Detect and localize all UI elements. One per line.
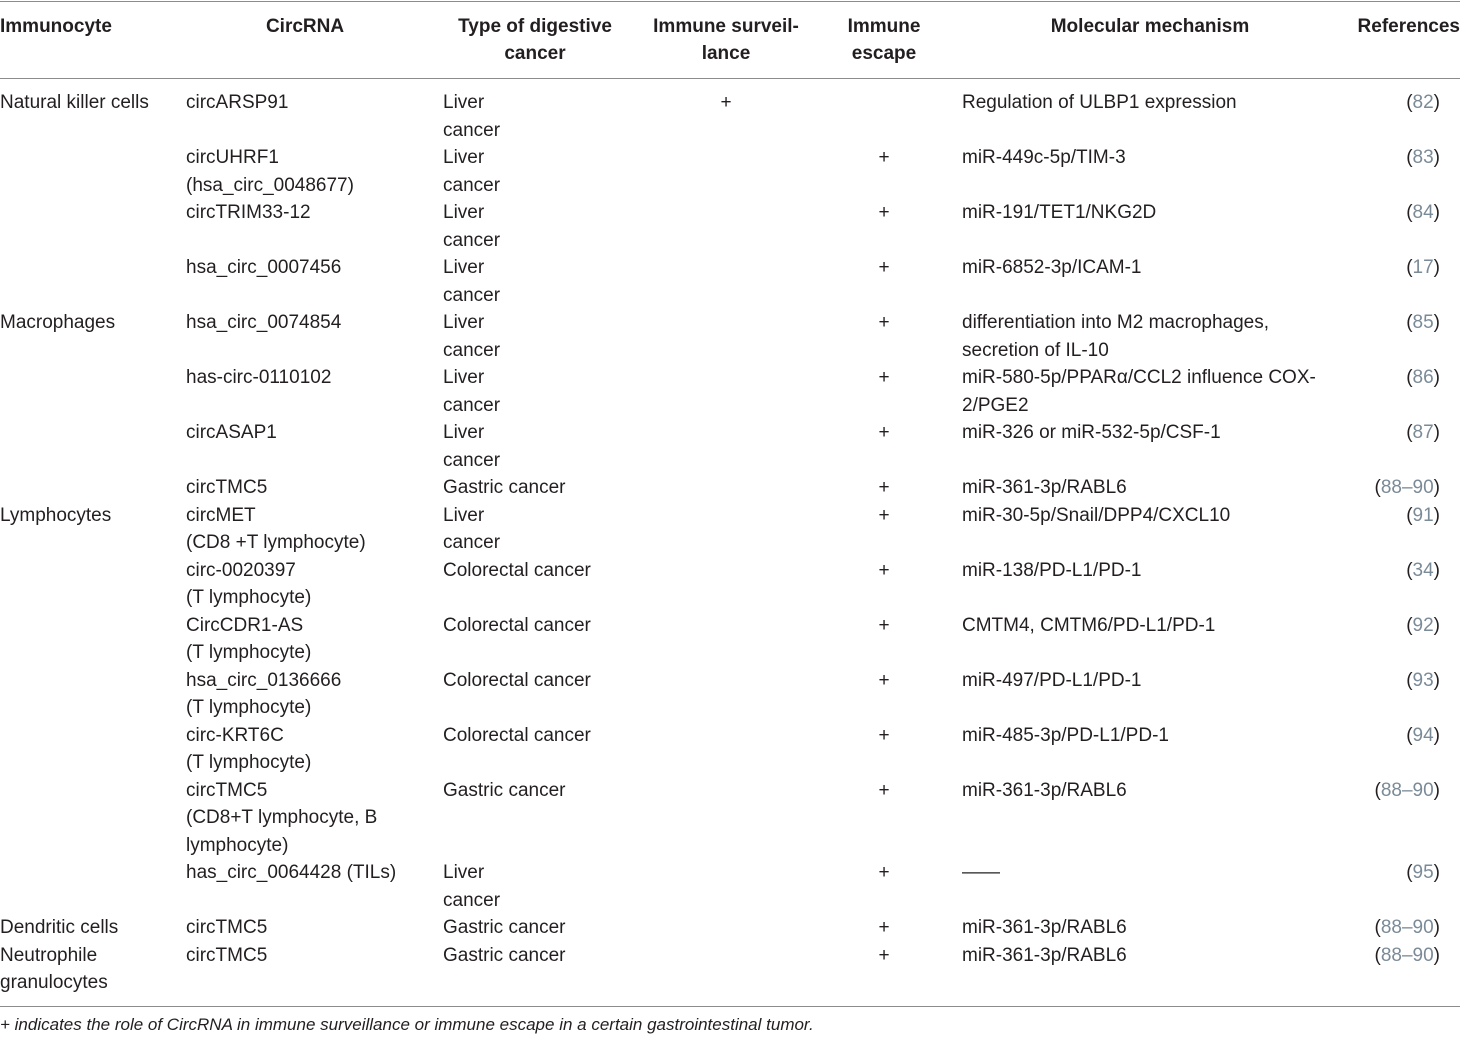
reference-paren: )	[1433, 312, 1440, 333]
reference-link[interactable]: 34	[1412, 559, 1434, 581]
cell-circrna	[186, 942, 267, 970]
cell-circrna-line: (hsa_circ_0048677)	[186, 174, 354, 196]
header-type-line2: cancer	[504, 43, 566, 64]
cell-mechanism	[962, 859, 1000, 887]
reference-paren: )	[1433, 504, 1440, 526]
cell-mechanism	[962, 914, 1127, 942]
cell-mechanism-line: miR-30-5p/Snail/DPP4/CXCL10	[962, 504, 1231, 526]
reference-paren: )	[1433, 477, 1440, 498]
cell-mechanism	[962, 942, 1127, 970]
cell-cancer-type	[443, 612, 591, 640]
cell-mechanism-line: miR-191/TET1/NKG2D	[962, 202, 1157, 223]
cell-mechanism-line: miR-361-3p/RABL6	[962, 944, 1127, 966]
cell-references	[1320, 474, 1440, 502]
cell-circrna-line: hsa_circ_0074854	[186, 312, 342, 333]
cell-mechanism-line: miR-485-3p/PD-L1/PD-1	[962, 724, 1169, 746]
reference-link[interactable]: 17	[1412, 257, 1434, 278]
cell-mechanism-line: miR-361-3p/RABL6	[962, 477, 1127, 498]
header-escape	[830, 13, 938, 67]
cell-circrna	[186, 777, 377, 860]
cell-circrna-line: circTRIM33-12	[186, 202, 311, 223]
cell-circrna	[186, 309, 341, 337]
cell-cancer-type-line: cancer	[443, 394, 501, 416]
reference-paren: )	[1433, 92, 1440, 113]
cell-circrna	[186, 254, 341, 282]
cell-mechanism-line: miR-361-3p/RABL6	[962, 917, 1127, 938]
cell-cancer-type	[443, 942, 565, 970]
cell-escape-mark: +	[878, 257, 890, 278]
reference-paren: (	[1406, 614, 1413, 636]
cell-mechanism	[962, 612, 1215, 640]
cell-escape-mark: +	[878, 944, 890, 966]
cell-mechanism	[962, 364, 1316, 419]
cell-immunocyte-line: Natural killer cells	[0, 92, 149, 113]
reference-paren: )	[1433, 614, 1440, 636]
cell-mechanism	[962, 557, 1142, 585]
cell-circrna-line: circARSP91	[186, 92, 289, 113]
reference-link[interactable]: 88–90	[1380, 944, 1434, 966]
reference-link[interactable]: 91	[1412, 504, 1434, 526]
reference-link[interactable]: 82	[1412, 92, 1434, 113]
reference-link[interactable]: 95	[1412, 862, 1434, 883]
reference-link[interactable]: 88–90	[1380, 477, 1434, 498]
cell-cancer-type-line: Liver	[443, 202, 485, 223]
cell-escape-mark: +	[878, 917, 890, 938]
reference-paren: (	[1406, 147, 1413, 168]
cell-cancer-type	[443, 199, 500, 254]
cell-cancer-type-line: Gastric cancer	[443, 477, 566, 498]
header-mechanism: Molecular mechanism	[1050, 16, 1250, 37]
reference-link[interactable]: 88–90	[1380, 779, 1434, 801]
reference-paren: )	[1433, 669, 1440, 691]
reference-link[interactable]: 84	[1412, 202, 1434, 223]
cell-references	[1320, 364, 1440, 392]
cell-escape-mark: +	[878, 477, 890, 498]
header-escape-line2: escape	[851, 43, 917, 64]
reference-paren: (	[1374, 917, 1381, 938]
cell-references	[1320, 309, 1440, 337]
reference-link[interactable]: 92	[1412, 614, 1434, 636]
cell-cancer-type	[443, 557, 591, 585]
reference-paren: )	[1433, 724, 1440, 746]
cell-cancer-type-line: cancer	[443, 532, 501, 553]
cell-cancer-type-line: cancer	[443, 119, 501, 141]
reference-paren: )	[1433, 862, 1440, 883]
header-circrna: CircRNA	[265, 16, 345, 37]
cell-mechanism-line: miR-138/PD-L1/PD-1	[962, 559, 1142, 581]
cell-cancer-type	[443, 254, 500, 309]
cell-cancer-type	[443, 419, 500, 474]
header-type	[435, 13, 635, 67]
cell-escape-mark: +	[878, 147, 890, 168]
cell-cancer-type-line: Colorectal cancer	[443, 724, 591, 746]
cell-immunocyte-line: Macrophages	[0, 312, 116, 333]
cell-mechanism-line: miR-361-3p/RABL6	[962, 779, 1127, 801]
cell-circrna	[186, 144, 354, 199]
top-rule	[0, 1, 1460, 2]
cell-circrna	[186, 89, 288, 117]
cell-cancer-type-line: cancer	[443, 284, 501, 306]
header-escape-line1: Immune	[847, 16, 921, 37]
cell-circrna-line: has-circ-0110102	[186, 367, 332, 388]
cell-circrna-line: circTMC5	[186, 917, 268, 938]
reference-paren: )	[1433, 779, 1440, 801]
cell-mechanism	[962, 474, 1127, 502]
header-immunocyte: Immunocyte	[0, 16, 112, 37]
cell-escape-mark: +	[878, 669, 890, 691]
reference-paren: )	[1433, 147, 1440, 168]
bottom-rule	[0, 1006, 1460, 1007]
header-surveillance-line2: lance	[701, 43, 751, 64]
header-type-line1: Type of digestive	[458, 16, 612, 37]
cell-cancer-type-line: Liver	[443, 147, 485, 168]
cell-mechanism-line: CMTM4, CMTM6/PD-L1/PD-1	[962, 614, 1216, 636]
cell-circrna-line: hsa_circ_0007456	[186, 257, 342, 278]
reference-paren: (	[1406, 202, 1413, 223]
cell-circrna-line: circASAP1	[186, 422, 277, 443]
reference-link[interactable]: 88–90	[1380, 917, 1434, 938]
cell-references	[1320, 914, 1440, 942]
cell-surveillance-mark: +	[720, 92, 732, 113]
reference-paren: (	[1406, 257, 1413, 278]
cell-mechanism-line: miR-326 or miR-532-5p/CSF-1	[962, 422, 1221, 443]
cell-cancer-type-line: cancer	[443, 229, 501, 251]
cell-cancer-type	[443, 502, 500, 557]
cell-cancer-type-line: Liver	[443, 367, 485, 388]
cell-circrna-line: circMET	[186, 504, 256, 526]
reference-link[interactable]: 93	[1412, 669, 1434, 691]
header-references: References	[1357, 16, 1460, 37]
cell-references	[1320, 144, 1440, 172]
reference-paren: (	[1406, 862, 1413, 883]
cell-immunocyte-line: Lymphocytes	[0, 504, 112, 526]
cell-circrna-line: circTMC5	[186, 944, 268, 966]
cell-circrna-line: circ-0020397	[186, 559, 296, 581]
cell-mechanism	[962, 309, 1269, 364]
reference-paren: (	[1374, 477, 1381, 498]
cell-circrna	[186, 667, 341, 722]
cell-cancer-type-line: cancer	[443, 339, 501, 361]
cell-references	[1320, 502, 1440, 530]
cell-cancer-type-line: Gastric cancer	[443, 917, 566, 938]
cell-references	[1320, 557, 1440, 585]
cell-cancer-type-line: Colorectal cancer	[443, 669, 591, 691]
cell-references	[1320, 777, 1440, 805]
cell-cancer-type-line: cancer	[443, 174, 501, 196]
cell-cancer-type	[443, 364, 500, 419]
cell-cancer-type-line: Liver	[443, 257, 485, 278]
reference-paren: )	[1433, 422, 1440, 443]
cell-cancer-type-line: Colorectal cancer	[443, 614, 591, 636]
cell-immunocyte	[0, 89, 149, 117]
cell-cancer-type	[443, 859, 500, 914]
reference-paren: (	[1406, 669, 1413, 691]
cell-references	[1320, 89, 1440, 117]
cell-immunocyte	[0, 914, 118, 942]
cell-cancer-type	[443, 474, 565, 502]
cell-circrna	[186, 502, 366, 557]
cell-escape-mark: +	[878, 367, 890, 388]
cell-circrna	[186, 419, 277, 447]
reference-paren: (	[1406, 559, 1413, 581]
cell-mechanism-line: miR-580-5p/PPARα/CCL2 influence COX-	[962, 367, 1316, 388]
cell-mechanism	[962, 777, 1127, 805]
reference-link[interactable]: 85	[1412, 312, 1434, 333]
cell-references	[1320, 667, 1440, 695]
cell-circrna-line: (T lymphocyte)	[186, 642, 312, 663]
cell-cancer-type-line: Liver	[443, 862, 485, 883]
table-footnote: + indicates the role of CircRNA in immune surveillance or immune escape in a certain gastrointestinal tumor.	[0, 1015, 814, 1034]
cell-cancer-type	[443, 309, 500, 364]
reference-link[interactable]: 87	[1412, 422, 1434, 443]
cell-circrna-line: hsa_circ_0136666	[186, 669, 342, 691]
cell-cancer-type	[443, 667, 591, 695]
header-surveillance-line1: Immune surveil-	[653, 16, 799, 37]
cell-cancer-type-line: Liver	[443, 92, 485, 113]
reference-paren: (	[1406, 367, 1413, 388]
cell-cancer-type	[443, 722, 591, 750]
cell-mechanism	[962, 502, 1230, 530]
cell-circrna	[186, 612, 311, 667]
cell-circrna-line: (T lymphocyte)	[186, 752, 312, 773]
cell-cancer-type	[443, 914, 565, 942]
reference-paren: )	[1433, 559, 1440, 581]
cell-immunocyte	[0, 502, 111, 530]
reference-paren: (	[1374, 944, 1381, 966]
cell-immunocyte-line: Dendritic cells	[0, 917, 119, 938]
cell-mechanism-line: ——	[962, 862, 1000, 883]
cell-circrna	[186, 557, 311, 612]
cell-circrna	[186, 722, 311, 777]
cell-circrna-line: (T lymphocyte)	[186, 587, 312, 608]
cell-escape-mark: +	[878, 862, 890, 883]
reference-paren: (	[1406, 724, 1413, 746]
reference-link[interactable]: 86	[1412, 367, 1434, 388]
cell-escape-mark: +	[878, 422, 890, 443]
cell-cancer-type-line: cancer	[443, 449, 501, 471]
cell-mechanism	[962, 199, 1156, 227]
cell-mechanism-line: 2/PGE2	[962, 394, 1029, 416]
reference-link[interactable]: 83	[1412, 147, 1434, 168]
cell-references	[1320, 942, 1440, 970]
cell-escape-mark: +	[878, 614, 890, 636]
cell-circrna	[186, 914, 267, 942]
cell-escape-mark: +	[878, 779, 890, 801]
cell-cancer-type	[443, 777, 565, 805]
cell-mechanism-line: Regulation of ULBP1 expression	[962, 92, 1237, 113]
reference-paren: )	[1433, 944, 1440, 966]
reference-paren: )	[1433, 202, 1440, 223]
cell-mechanism	[962, 254, 1142, 282]
reference-paren: )	[1433, 367, 1440, 388]
cell-references	[1320, 199, 1440, 227]
cell-cancer-type-line: cancer	[443, 889, 501, 911]
reference-paren: )	[1433, 917, 1440, 938]
cell-immunocyte	[0, 942, 108, 997]
cell-immunocyte-line: granulocytes	[0, 972, 108, 993]
cell-circrna	[186, 859, 396, 887]
cell-cancer-type	[443, 144, 500, 199]
cell-circrna-line: circTMC5	[186, 477, 268, 498]
cell-immunocyte-line: Neutrophile	[0, 944, 98, 966]
cell-cancer-type	[443, 89, 500, 144]
cell-mechanism	[962, 722, 1169, 750]
cell-mechanism-line: differentiation into M2 macrophages,	[962, 312, 1269, 333]
reference-paren: (	[1406, 504, 1413, 526]
cell-circrna-line: (CD8 +T lymphocyte)	[186, 532, 366, 553]
cell-circrna-line: (CD8+T lymphocyte, B	[186, 807, 378, 828]
cell-escape-mark: +	[878, 559, 890, 581]
cell-circrna-line: lymphocyte)	[186, 834, 289, 856]
cell-mechanism	[962, 419, 1221, 447]
cell-cancer-type-line: Gastric cancer	[443, 779, 566, 801]
cell-escape-mark: +	[878, 312, 890, 333]
cell-escape-mark: +	[878, 504, 890, 526]
cell-circrna	[186, 474, 267, 502]
cell-references	[1320, 612, 1440, 640]
cell-circrna-line: circTMC5	[186, 779, 268, 801]
cell-escape-mark: +	[878, 724, 890, 746]
cell-mechanism-line: secretion of IL-10	[962, 339, 1109, 361]
cell-cancer-type-line: Liver	[443, 422, 485, 443]
cell-references	[1320, 254, 1440, 282]
cell-mechanism-line: miR-497/PD-L1/PD-1	[962, 669, 1142, 691]
reference-paren: )	[1433, 257, 1440, 278]
cell-cancer-type-line: Colorectal cancer	[443, 559, 591, 581]
reference-paren: (	[1406, 312, 1413, 333]
cell-mechanism	[962, 144, 1126, 172]
cell-mechanism-line: miR-6852-3p/ICAM-1	[962, 257, 1142, 278]
cell-circrna	[186, 199, 311, 227]
cell-circrna-line: circ-KRT6C	[186, 724, 284, 746]
reference-link[interactable]: 94	[1412, 724, 1434, 746]
reference-paren: (	[1406, 422, 1413, 443]
cell-references	[1320, 419, 1440, 447]
reference-paren: (	[1406, 92, 1413, 113]
cell-escape-mark: +	[878, 202, 890, 223]
header-rule	[0, 78, 1460, 79]
cell-cancer-type-line: Gastric cancer	[443, 944, 566, 966]
cell-mechanism	[962, 667, 1142, 695]
cell-circrna-line: (T lymphocyte)	[186, 697, 312, 718]
cell-cancer-type-line: Liver	[443, 312, 485, 333]
reference-paren: (	[1374, 779, 1381, 801]
header-surveillance	[640, 13, 812, 67]
cell-mechanism-line: miR-449c-5p/TIM-3	[962, 147, 1126, 168]
cell-mechanism	[962, 89, 1237, 117]
cell-circrna-line: CircCDR1-AS	[186, 614, 304, 636]
cell-circrna-line: has_circ_0064428 (TILs)	[186, 862, 397, 883]
cell-references	[1320, 722, 1440, 750]
cell-circrna	[186, 364, 331, 392]
cell-circrna-line: circUHRF1	[186, 147, 279, 168]
cell-immunocyte	[0, 309, 115, 337]
cell-cancer-type-line: Liver	[443, 504, 485, 526]
cell-references	[1320, 859, 1440, 887]
